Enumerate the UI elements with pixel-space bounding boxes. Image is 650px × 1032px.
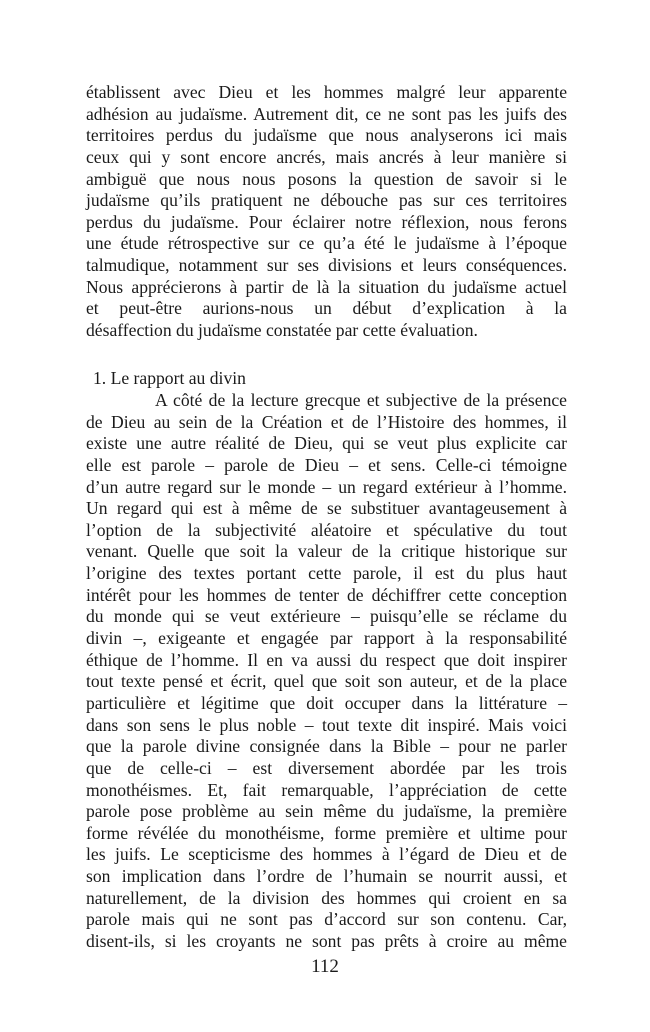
text-line: judaïsme qu’ils pratiquent ne débouche pas sur ces territoires [86,190,567,211]
text-line: adhésion au judaïsme. Autrement dit, ce ne sont pas les juifs des [86,103,567,124]
text-line: l’origine des textes portant cette parole, il est du plus haut [86,563,567,584]
text-line: intérêt pour les hommes de tenter de déchiffrer cette conception [86,584,567,605]
text-line: parole pose problème au sein même du judaïsme, la première [86,801,567,822]
text-line: elle est parole – parole de Dieu – et sens. Celle-ci témoigne [86,454,567,475]
text-line: territoires perdus du judaïsme que nous analyserons ici mais [86,125,567,146]
text-line: divin –, exigeante et engagée par rapport à la responsabilité [86,628,567,649]
text-line: que la parole divine consignée dans la Bible – pour ne parler [86,736,567,757]
paragraph-rapport-au-divin [86,390,567,953]
text-line: disent-ils, si les croyants ne sont pas prêts à croire au même [86,931,567,952]
text-line: que de celle-ci – est diversement abordée par les trois [86,757,567,778]
text-line: perdus du judaïsme. Pour éclairer notre réflexion, nous ferons [86,211,567,232]
text-line: son implication dans l’ordre de l’humain se nourrit aussi, et [86,866,567,887]
text-line: particulière et légitime que doit occuper dans la littérature – [86,692,567,713]
text-line: tout texte pensé et écrit, quel que soit son auteur, et de la place [86,671,567,692]
text-line: éthique de l’homme. Il en va aussi du respect que doit inspirer [86,649,567,670]
text-line: Nous apprécierons à partir de là la situation du judaïsme actuel [86,276,567,297]
text-line: A côté de la lecture grecque et subjective de la présence [155,390,567,410]
text-line: établissent avec Dieu et les hommes malgré leur apparente [86,82,567,102]
text-line: venant. Quelle que soit la valeur de la critique historique sur [86,541,567,562]
text-line: l’option de la subjectivité aléatoire et spéculative du tout [86,519,567,540]
text-line: ceux qui y sont encore ancrés, mais ancrés à leur manière si [86,146,567,167]
text-line: forme révélée du monothéisme, forme première et ultime pour [86,822,567,843]
text-line: naturellement, de la division des hommes qui croient en sa [86,887,567,908]
text-line: monothéismes. Et, fait remarquable, l’appréciation de cette [86,779,567,800]
text-line: dans son sens le plus noble – tout texte dit inspiré. Mais voici [86,714,567,735]
text-line: de Dieu au sein de la Création et de l’Histoire des hommes, il [86,411,567,432]
text-line: ambiguë que nous nous posons la question de savoir si le [86,168,567,189]
section-heading: 1. Le rapport au divin [93,368,246,388]
text-line: désaffection du judaïsme constatée par cette évaluation. [86,320,478,341]
text-line: du monde qui se veut extérieure – puisqu’elle se réclame du [86,606,567,627]
text-line: et peut-être aurions-nous un début d’explication à la [86,298,567,319]
paragraph-intro [86,82,567,342]
text-line: Un regard qui est à même de se substituer avantageusement à [86,498,567,519]
text-line: une étude rétrospective sur ce qu’a été le judaïsme à l’époque [86,233,567,254]
text-line: les juifs. Le scepticisme des hommes à l’égard de Dieu et de [86,844,567,865]
text-line: d’un autre regard sur le monde – un regard extérieur à l’homme. [86,476,567,497]
page-number: 112 [311,956,339,977]
text-line: parole mais qui ne sont pas d’accord sur son contenu. Car, [86,909,567,930]
text-line: talmudique, notamment sur ses divisions et leurs conséquences. [86,255,567,276]
text-line: existe une autre réalité de Dieu, qui se veut plus explicite car [86,433,567,454]
